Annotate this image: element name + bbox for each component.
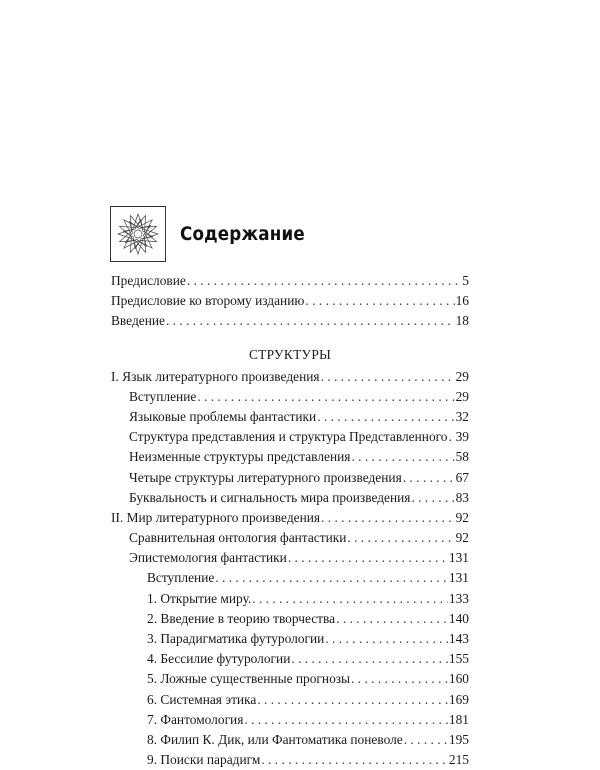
toc-entry-page: 140 bbox=[448, 610, 469, 626]
toc-entry-page: 29 bbox=[455, 388, 469, 404]
toc-entry-title: Сравнительная онтология фантастики bbox=[129, 530, 347, 546]
toc-entry-title: 3. Парадигматика футурологии bbox=[147, 631, 325, 646]
toc-entry[interactable] bbox=[111, 311, 469, 331]
dot-leader bbox=[166, 311, 455, 331]
toc-entry-title: Эпистемология фантастики bbox=[129, 550, 287, 566]
dot-leader bbox=[347, 528, 454, 548]
toc-entry-page: 215 bbox=[448, 752, 469, 768]
toc-entry-title: II. Мир литературного произведения bbox=[111, 509, 321, 525]
toc-entry[interactable] bbox=[111, 589, 469, 609]
toc-entry-page: 131 bbox=[448, 550, 469, 566]
toc-entry-page: 83 bbox=[455, 489, 469, 505]
dot-leader bbox=[187, 271, 461, 291]
toc-entry[interactable] bbox=[111, 669, 469, 689]
toc-entry-page: 169 bbox=[448, 691, 469, 707]
toc-entry[interactable] bbox=[111, 750, 469, 770]
dot-leader bbox=[244, 710, 448, 730]
toc-entry-title: Неизменные структуры представления bbox=[129, 449, 351, 465]
dot-leader bbox=[257, 690, 448, 710]
toc-entry-page: 143 bbox=[448, 631, 469, 646]
toc-entry[interactable] bbox=[111, 508, 469, 528]
toc-entry[interactable] bbox=[111, 447, 469, 467]
toc-entry-page: 39 bbox=[455, 429, 469, 445]
table-of-contents bbox=[111, 271, 469, 770]
toc-entry[interactable] bbox=[111, 367, 469, 387]
dot-leader bbox=[261, 750, 448, 770]
toc-entry[interactable] bbox=[111, 528, 469, 548]
toc-entry-page: 133 bbox=[448, 590, 469, 606]
toc-entry[interactable] bbox=[111, 271, 469, 291]
dot-leader bbox=[252, 589, 448, 609]
toc-entry-page: 58 bbox=[455, 449, 469, 465]
toc-entry-title: Структура представления и структура Представленного bbox=[129, 429, 448, 445]
dot-leader bbox=[215, 568, 448, 588]
star-polygon-ornament-icon bbox=[110, 206, 166, 262]
toc-entry-title: I. Язык литературного произведения bbox=[111, 368, 320, 384]
dot-leader bbox=[351, 447, 454, 467]
toc-entry-title: Предисловие bbox=[111, 273, 186, 288]
toc-entry[interactable] bbox=[111, 710, 469, 730]
toc-entry-page: 67 bbox=[455, 469, 469, 485]
toc-entry[interactable] bbox=[111, 649, 469, 669]
toc-entry-title: 6. Системная этика bbox=[147, 691, 257, 707]
dot-leader bbox=[404, 730, 448, 750]
toc-entry[interactable] bbox=[111, 609, 469, 629]
toc-entry[interactable] bbox=[111, 387, 469, 407]
toc-entry-page: 92 bbox=[455, 509, 469, 525]
toc-entry-page: 32 bbox=[455, 408, 469, 424]
toc-entry-title: Введение bbox=[111, 313, 165, 329]
toc-entry-title: 5. Ложные существенные прогнозы bbox=[147, 671, 351, 687]
toc-entry[interactable] bbox=[111, 407, 469, 427]
toc-entry[interactable] bbox=[111, 568, 469, 588]
toc-entry[interactable] bbox=[111, 427, 469, 447]
dot-leader bbox=[291, 649, 448, 669]
toc-entry[interactable] bbox=[111, 629, 469, 649]
toc-entry-page: 18 bbox=[455, 313, 469, 329]
dot-leader bbox=[305, 291, 454, 311]
toc-entry-page: 5 bbox=[462, 273, 469, 288]
dot-leader bbox=[321, 508, 455, 528]
toc-entry-page: 160 bbox=[448, 671, 469, 687]
toc-entry-title: 8. Филип К. Дик, или Фантоматика поневоле bbox=[147, 731, 403, 747]
toc-entry-title: Предисловие ко второму изданию bbox=[111, 293, 305, 309]
section-heading: СТРУКТУРЫ bbox=[248, 346, 332, 362]
toc-entry-title: 1. Открытие миру. bbox=[147, 590, 252, 606]
toc-entry[interactable] bbox=[111, 488, 469, 508]
toc-entry-page: 131 bbox=[448, 570, 469, 586]
dot-leader bbox=[321, 367, 455, 387]
toc-entry[interactable] bbox=[111, 730, 469, 750]
dot-leader bbox=[317, 407, 454, 427]
toc-entry-title: Вступление bbox=[129, 388, 197, 404]
toc-entry-page: 92 bbox=[455, 530, 469, 546]
dot-leader bbox=[336, 609, 448, 629]
dot-leader bbox=[449, 427, 455, 447]
toc-entry-page: 16 bbox=[455, 293, 469, 309]
contents-header bbox=[110, 206, 322, 262]
toc-entry-page: 181 bbox=[448, 711, 469, 727]
toc-entry-title: 2. Введение в теорию творчества bbox=[147, 610, 336, 626]
toc-entry[interactable] bbox=[111, 548, 469, 568]
dot-leader bbox=[411, 488, 454, 508]
toc-entry[interactable] bbox=[111, 468, 469, 488]
page-title: Содержание bbox=[180, 223, 305, 245]
dot-leader bbox=[325, 629, 448, 649]
toc-entry-title: Вступление bbox=[147, 570, 215, 586]
toc-entry-title: Четыре структуры литературного произведения bbox=[129, 469, 402, 485]
toc-entry-title: 4. Бессилие футурологии bbox=[147, 651, 291, 667]
toc-entry-title: Языковые проблемы фантастики bbox=[129, 408, 317, 424]
toc-entry-title: Буквальность и сигнальность мира произведения bbox=[129, 489, 411, 505]
toc-entry-page: 29 bbox=[455, 368, 469, 384]
dot-leader bbox=[403, 468, 455, 488]
toc-entry-title: 9. Поиски парадигм bbox=[147, 752, 261, 768]
dot-leader bbox=[351, 669, 448, 689]
dot-leader bbox=[288, 548, 448, 568]
toc-entry[interactable] bbox=[111, 690, 469, 710]
toc-entry-page: 195 bbox=[448, 731, 469, 747]
toc-entry-title: 7. Фантомология bbox=[147, 711, 244, 727]
dot-leader bbox=[197, 387, 454, 407]
toc-entry-page: 155 bbox=[448, 651, 469, 667]
toc-entry[interactable] bbox=[111, 291, 469, 311]
